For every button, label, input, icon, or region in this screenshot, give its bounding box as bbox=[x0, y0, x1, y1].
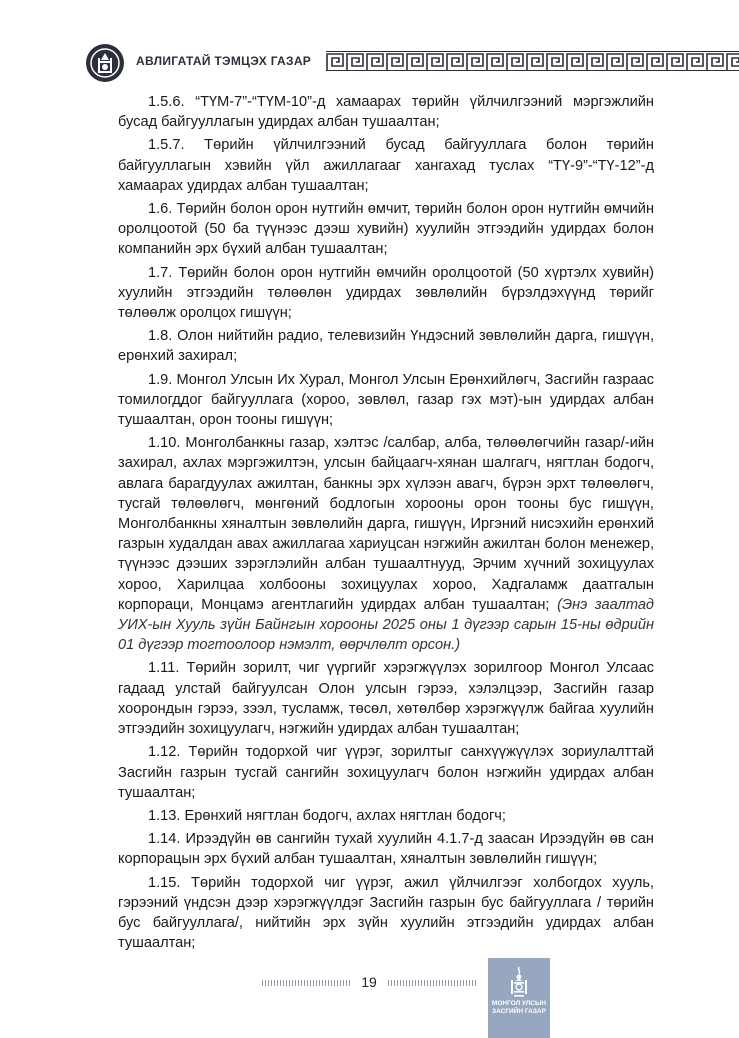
paragraph-1-12: 1.12. Төрийн тодорхой чиг үүрэг, зорилтыг санхүүжүүлэх зориулалттай Засгийн газрын тусгай сангийн зохицуулагч болон нэгжийн удирдах албан тушаалтан; bbox=[118, 744, 654, 801]
paragraph-1-13: 1.13. Ерөнхий нягтлан бодогч, ахлах нягтлан бодогч; bbox=[148, 807, 506, 824]
paragraph-1-10-text: 1.10. Монголбанкны газар, хэлтэс /салбар, алба, төлөөлөгчийн газар/-ийн захирал, ахлах мэргэжилтэн, улсын байцаагч-хянан шалгагч, нягтлан бодогч, авлага барагдуулах ажилтан, банкны эрх хүлээн авагч, бүрэн эрхт төлөөлөгч, тусгай төлөөлөгч, мөнгөний бодлогын хорооны орон тооны бус гишүүн, Монголбанкны хяналтын зөвлөлийн дарга, гишүүн, Иргэний нисэхийн ерөнхий газрын худалдан авах ажиллагаа хариуцсан нэгжийн ажилтан болон менежер, түүнээс дээших зэрэглэлийн албан тушаалтнууд, Эрчим хүчний зохицуулах хороо, Харилцаа холбооны зохицуулах хороо, Хадгаламж даатгалын корпораци, Монцамэ агентлагийн удирдах албан тушаалтан; bbox=[118, 435, 654, 613]
amendment-note: (Энэ заалтад УИХ-ын Хууль зүйн Байнгын хорооны 2025 оны 1 дүгээр сарын 15-ны өдрийн 01 дүгээр тогтоолоор нэмэлт, өөрчлөлт орсон.) bbox=[118, 596, 654, 654]
paragraph-1-11: 1.11. Төрийн зорилт, чиг үүргийг хэрэгжүүлэх зорилгоор Монгол Улсаас гадаад улстай байгуулсан Олон улсын гэрээ, хэлэлцээр, Засгийн газар хоорондын гэрээ, зээл, тусламж, төсөл, хөтөлбөр хэрэгжүүлж байгаа хуулийн этгээдийн зохицуулагч, нэгжийн удирдах албан тушаалтан; bbox=[118, 660, 654, 738]
header-ornament-pattern bbox=[326, 51, 739, 71]
paragraph-1-6: 1.6. Төрийн болон орон нутгийн өмчит, төрийн болон орон нутгийн өмчийн оролцоотой (50 ба түүнээс дээш хувийн) хуулийн этгээдийн удирдах болон компанийн эрх бүхий албан тушаалтан; bbox=[118, 201, 654, 258]
government-badge bbox=[488, 958, 550, 1038]
page-header bbox=[0, 0, 739, 80]
soyombo-icon bbox=[505, 966, 533, 1000]
paragraph-1-14: 1.14. Ирээдүйн өв сангийн тухай хуулийн 4.1.7-д заасан Ирээдүйн өв сан корпорацын эрх бүхий албан тушаалтан, хяналтын зөвлөлийн гишүүн; bbox=[118, 831, 654, 868]
page-footer bbox=[0, 960, 739, 1038]
footer-rule-right bbox=[388, 980, 478, 986]
paragraph-1-8: 1.8. Олон нийтийн радио, телевизийн Үндэсний зөвлөлийн дарга, гишүүн, ерөнхий захирал; bbox=[118, 328, 654, 365]
paragraph-1-5-7: 1.5.7. Төрийн үйлчилгээний бусад байгууллага болон төрийн байгууллагын хэвийн үйл ажиллагааг хангахад туслах “ТҮ-9”-“ТҮ-12”-д хамаарах удирдах албан тушаалтан; bbox=[118, 137, 654, 194]
paragraph-1-10 bbox=[118, 433, 654, 655]
paragraph-1-5-6: 1.5.6. “ТҮМ-7”-“ТҮМ-10”-д хамаарах төрийн үйлчилгээний мэргэжлийн бусад байгууллагын удирдах албан тушаалтан; bbox=[118, 94, 654, 131]
badge-line-2: ЗАСГИЙН ГАЗАР bbox=[492, 1008, 546, 1015]
agency-name: АВЛИГАТАЙ ТЭМЦЭХ ГАЗАР bbox=[136, 54, 312, 68]
paragraph-1-9: 1.9. Монгол Улсын Их Хурал, Монгол Улсын Ерөнхийлөгч, Засгийн газраас томилогддог байгууллага (хороо, зөвлөл, газар гэх мэт)-ын удирдах албан тушаалтан, орон тооны гишүүн; bbox=[118, 371, 654, 429]
paragraph-1-15: 1.15. Төрийн тодорхой чиг үүрэг, ажил үйлчилгээг холбогдох хууль, гэрээний үндсэн дээр хэрэгжүүлдэг Засгийн газрын бус байгууллага / төрийн бус байгууллага/, нийтийн эрх зүйн хуулийн этгээдийн удирдах албан тушаалтан; bbox=[118, 874, 654, 952]
paragraph-1-7: 1.7. Төрийн болон орон нутгийн өмчийн оролцоотой (50 хүртэлх хувийн) хуулийн этгээдийн төлөөлөн удирдах зөвлөлийн бүрэлдэхүүнд төрийг төлөөлж оролцох гишүүн; bbox=[118, 264, 654, 322]
footer-rule-left bbox=[262, 980, 352, 986]
document-body bbox=[118, 92, 654, 956]
agency-emblem-icon bbox=[86, 44, 124, 82]
page-number: 19 bbox=[361, 974, 377, 990]
badge-line-1: МОНГОЛ УЛСЫН bbox=[491, 1000, 547, 1007]
